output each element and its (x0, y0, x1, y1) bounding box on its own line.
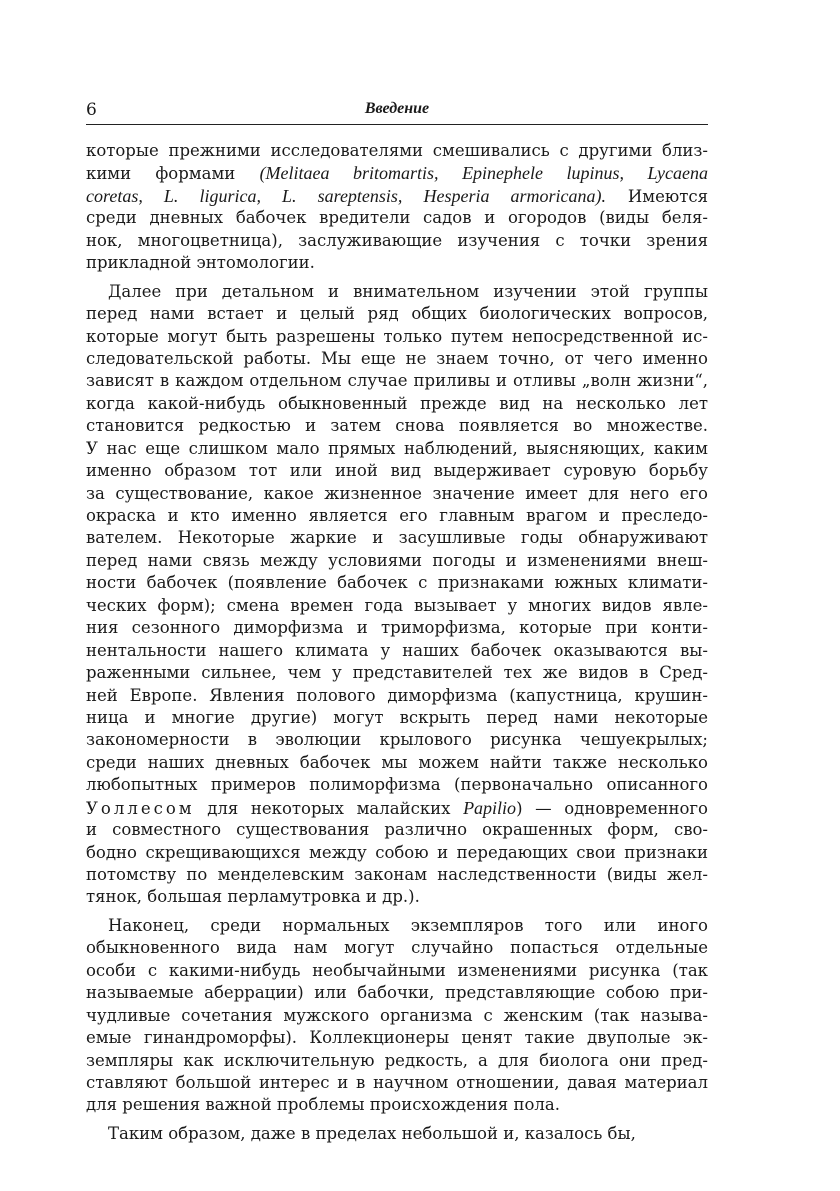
text-line: именно образом тот или иной вид выдерживает суровую борьбу (86, 461, 708, 481)
text-line: ности бабочек (появление бабочек с признаками южных климати- (86, 573, 708, 593)
spaced-name: Уоллесом (86, 798, 195, 818)
body-text (86, 140, 708, 1145)
text-line: Далее при детальном и внимательном изучении этой группы (108, 281, 708, 301)
text-line: ница и многие другие) могут вскрыть перед нами некоторые (86, 707, 708, 727)
text-line: ней Европе. Явления полового диморфизма (капустница, крушин- (86, 685, 708, 705)
text-line: среди дневных бабочек вредители садов и огородов (виды беля- (86, 208, 708, 228)
text-line: нок, многоцветница), заслуживающие изучения с точки зрения (86, 230, 708, 250)
text-line: любопытных примеров полиморфизма (первоначально описанного (86, 775, 708, 795)
text-line: кими формами (Melitaea britomartis, Epinephele lupinus, Lycaena (86, 163, 708, 184)
text-line: У нас еще слишком мало прямых наблюдений, выясняющих, каким (86, 438, 708, 458)
text-line: Уоллесом для некоторых малайских Papilio) — одновременного (86, 797, 708, 818)
text-line: окраска и кто именно является его главным врагом и преследо- (86, 506, 708, 525)
running-head: Введение (364, 100, 430, 117)
text-line: бодно скрещивающихся между собою и передающих свои признаки (86, 842, 708, 862)
text-line: емые гинандроморфы). Коллекционеры ценят такие двуполые эк- (86, 1028, 708, 1048)
text-line: для решения важной проблемы происхождения пола. (86, 1095, 560, 1115)
text-line: перед нами встает и целый ряд общих биологических вопросов, (86, 304, 708, 324)
text-line: за существование, какое жизненное значение имеет для него его (86, 483, 708, 503)
paragraph (86, 140, 708, 275)
italic-text: Papilio (463, 797, 517, 818)
text-line: которые могут быть разрешены только путем непосредственной ис- (86, 326, 708, 346)
text-line: следовательской работы. Мы еще не знаем точно, от чего именно (86, 348, 708, 368)
paragraph (86, 1123, 708, 1145)
text-line: Таким образом, даже в пределах небольшой и, казалось бы, (108, 1123, 636, 1143)
text-line: когда какой-нибудь обыкновенный прежде вид на несколько лет (86, 393, 708, 413)
text-line: которые прежними исследователями смешивались с другими близ- (86, 141, 708, 160)
text-line: Наконец, среди нормальных экземпляров того или иного (108, 915, 708, 935)
text-line: раженными сильнее, чем у представителей тех же видов в Сред- (86, 663, 708, 683)
text-line: ставляют большой интерес и в научном отношении, давая материал (86, 1072, 708, 1092)
text-line: ния сезонного диморфизма и триморфизма, которые при конти- (86, 618, 708, 638)
text-line: coretas, L. ligurica, L. sareptensis, Hesperia armoricana). Имеются (86, 185, 708, 206)
text-line: перед нами связь между условиями погоды и изменениями внеш- (86, 550, 708, 570)
text-line: особи с какими-нибудь необычайными изменениями рисунка (так (86, 960, 708, 980)
text-line: тянок, большая перламутровка и др.). (86, 887, 420, 907)
page-header (86, 98, 708, 125)
text-line: называемые аберрации) или бабочки, представляющие собою при- (86, 983, 708, 1003)
text-line: закономерности в эволюции крылового рисунка чешуекрылых; (86, 730, 708, 750)
italic-text: (Melitaea britomartis, Epinephele lupinus, Lycaena (259, 163, 708, 184)
page-number: 6 (86, 100, 97, 120)
text-line: и совместного существования различно окрашенных форм, сво- (86, 820, 708, 840)
text-line: ческих форм); смена времен года вызывает у многих видов явле- (86, 595, 708, 615)
text-line: потомству по менделевским законам наследственности (виды жел- (86, 865, 708, 884)
text-line: вателем. Некоторые жаркие и засушливые годы обнаруживают (86, 528, 708, 548)
text-line: среди наших дневных бабочек мы можем найти также несколько (86, 752, 708, 772)
paragraph (86, 281, 708, 909)
text-line: нентальности нашего климата у наших бабочек оказываются вы- (86, 640, 708, 660)
text-line: становится редкостью и затем снова появляется во множестве. (86, 416, 708, 436)
paragraph (86, 915, 708, 1117)
text-line: прикладной энтомологии. (86, 253, 315, 273)
italic-text: coretas, L. ligurica, L. sareptensis, Hesperia armoricana). (86, 185, 607, 206)
text-line: чудливые сочетания мужского организма с женским (так называ- (86, 1005, 708, 1025)
text-line: обыкновенного вида нам могут случайно попасться отдельные (86, 938, 708, 958)
text-line: зависят в каждом отдельном случае приливы и отливы „волн жизни“, (86, 371, 708, 391)
text-line: земпляры как исключительную редкость, а для биолога они пред- (86, 1050, 708, 1070)
